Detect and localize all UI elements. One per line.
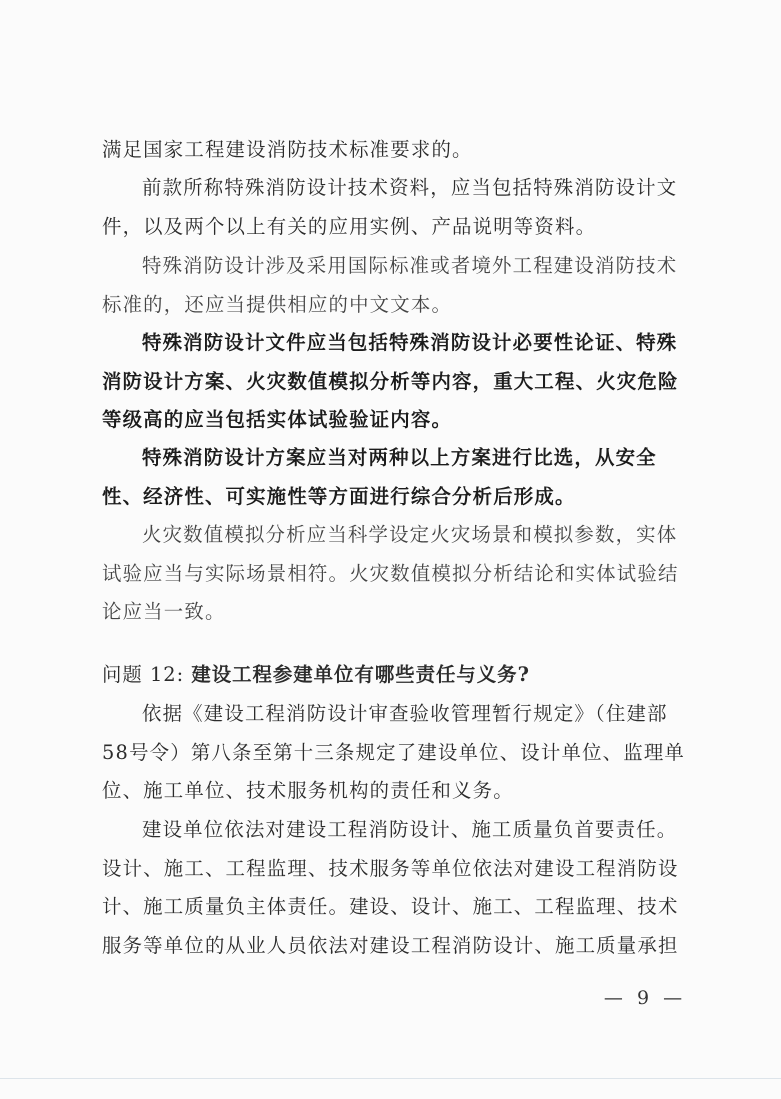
paragraph-responsibilities: 建设单位依法对建设工程消防设计、施工质量负首要责任。设计、施工、工程监理、技术服务等单位依法对建设工程消防设计、施工质量负主体责任。建设、设计、施工、工程监理、技术服务等单位的从业人员依法对建设工程消防设计、施工质量承担 bbox=[102, 818, 679, 957]
question-text: 建设工程参建单位有哪些责任与义务? bbox=[191, 663, 530, 686]
paragraph-international-standards: 特殊消防设计涉及采用国际标准或者境外工程建设消防技术标准的，还应当提供相应的中文文本。 bbox=[102, 254, 678, 316]
question-heading bbox=[102, 656, 694, 695]
paragraph-design-materials: 前款所称特殊消防设计技术资料，应当包括特殊消防设计文件，以及两个以上有关的应用实例、产品说明等资料。 bbox=[102, 176, 678, 238]
paragraph-design-file-contents: 特殊消防设计文件应当包括特殊消防设计必要性论证、特殊消防设计方案、火灾数值模拟分析等内容，重大工程、火灾危险等级高的应当包括实体试验验证内容。 bbox=[102, 331, 679, 431]
bottom-divider bbox=[0, 1078, 781, 1079]
paragraph-scheme-comparison: 特殊消防设计方案应当对两种以上方案进行比选，从安全性、经济性、可实施性等方面进行综合分析后形成。 bbox=[102, 446, 657, 508]
paragraph-continuation: 满足国家工程建设消防技术标准要求的。 bbox=[102, 138, 473, 161]
page-number: — 9 — bbox=[603, 987, 687, 1009]
question-label: 问题 12: bbox=[102, 663, 185, 686]
paragraph-fire-simulation: 火灾数值模拟分析应当科学设定火灾场景和模拟参数，实体试验应当与实际场景相符。火灾数值模拟分析结论和实体试验结论应当一致。 bbox=[102, 523, 679, 623]
paragraph-regulation-basis: 依据《建设工程消防设计审查验收管理暂行规定》（住建部58号令）第八条至第十三条规定了建设单位、设计单位、监理单位、施工单位、技术服务机构的责任和义务。 bbox=[102, 702, 686, 802]
